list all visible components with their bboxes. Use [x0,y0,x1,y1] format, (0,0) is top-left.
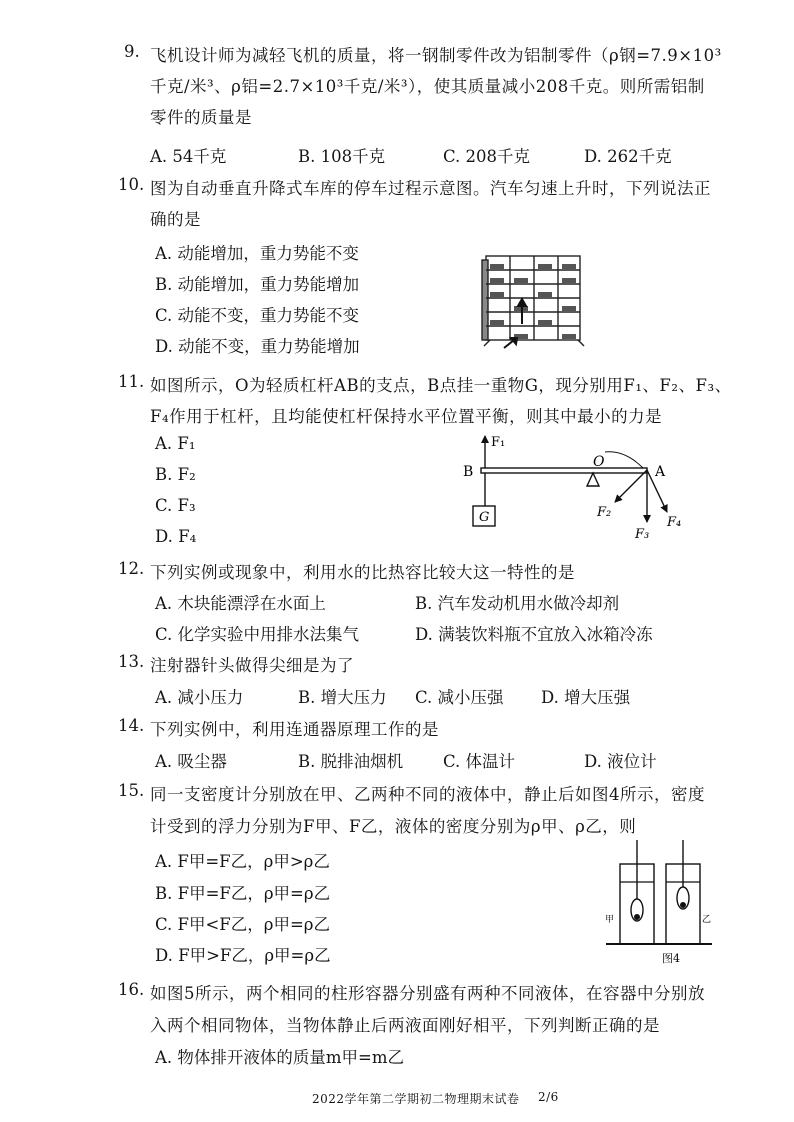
label-f2: F₂ [597,505,612,520]
q13-line-1: 注射器针头做得尖细是为了 [150,656,354,675]
q9-option-a: A. 54千克 [150,147,227,166]
figure-4-caption: 图4 [662,952,680,965]
q16-line-2: 入两个相同物体，当物体静止后两液面刚好相平，下列判断正确的是 [150,1016,660,1035]
label-a: A [655,464,666,480]
label-f4: F₄ [667,515,682,530]
q11-option-a: A. F₁ [155,434,196,453]
q12-option-c: C. 化学实验中用排水法集气 [155,625,360,644]
q15-line-1: 同一支密度计分别放在甲、乙两种不同的液体中，静止后如图4所示，密度 [150,785,705,804]
q9-line-2: 千克/米³、ρ铝=2.7×10³千克/米³），使其质量减小208千克。则所需铝制 [150,77,705,96]
q14-option-b: B. 脱排油烟机 [298,752,404,771]
q9-line-1: 飞机设计师为减轻飞机的质量，将一钢制零件改为铝制零件（ρ钢=7.9×10³ [150,46,722,65]
q14-option-a: A. 吸尘器 [155,752,227,771]
parking-garage-figure [478,252,588,350]
q13-option-d: D. 增大压强 [541,688,631,707]
q12-option-d: D. 满装饮料瓶不宜放入冰箱冷冻 [415,625,653,644]
q11-option-b: B. F₂ [155,465,196,484]
q12-line-1: 下列实例或现象中，利用水的比热容比较大这一特性的是 [150,563,575,582]
q14-number: 14. [118,716,145,735]
q14-line-1: 下列实例中，利用连通器原理工作的是 [150,720,439,739]
footer-title: 2022学年第二学期初二物理期末试卷 [312,1092,520,1106]
q11-line-2: F₄作用于杠杆，且均能使杠杆保持水平位置平衡，则其中最小的力是 [150,407,663,426]
densitometer-figure [604,838,714,966]
label-b: B [463,464,474,480]
q10-line-1: 图为自动垂直升降式车库的停车过程示意图。汽车匀速上升时，下列说法正 [150,179,711,198]
q16-line-1: 如图5所示，两个相同的柱形容器分别盛有两种不同液体，在容器中分别放 [150,984,705,1003]
label-f3: F₃ [635,527,650,542]
label-o: O [593,454,605,470]
label-g: G [479,510,490,525]
q10-option-d: D. 动能不变，重力势能增加 [155,337,360,356]
q12-option-b: B. 汽车发动机用水做冷却剂 [415,594,620,613]
q15-option-c: C. F甲<F乙，ρ甲=ρ乙 [155,915,330,934]
label-f1: F₁ [491,435,506,450]
q10-number: 10. [118,175,145,194]
q12-option-a: A. 木块能漂浮在水面上 [155,594,326,613]
q11-line-1: 如图所示，O为轻质杠杆AB的支点，B点挂一重物G，现分别用F₁、F₂、F₃、 [150,376,732,395]
lever-figure [455,428,695,546]
label-yi: 乙 [702,915,712,925]
q14-option-d: D. 液位计 [584,752,657,771]
q15-option-d: D. F甲>F乙，ρ甲=ρ乙 [155,946,331,965]
page-number: 2/6 [538,1090,559,1104]
q9-option-c: C. 208千克 [443,147,531,166]
q16-number: 16. [118,980,145,999]
q9-option-b: B. 108千克 [298,147,386,166]
q11-number: 11. [118,372,145,391]
q11-option-d: D. F₄ [155,527,197,546]
q15-number: 15. [118,781,145,800]
q10-option-b: B. 动能增加，重力势能增加 [155,275,360,294]
q10-line-2: 确的是 [150,210,201,229]
q15-option-b: B. F甲=F乙，ρ甲=ρ乙 [155,884,331,903]
q14-option-c: C. 体温计 [443,752,516,771]
q15-line-2: 计受到的浮力分别为F甲、F乙，液体的密度分别为ρ甲、ρ乙，则 [150,817,637,836]
q10-option-c: C. 动能不变，重力势能不变 [155,306,360,325]
q13-number: 13. [118,652,145,671]
q10-option-a: A. 动能增加，重力势能不变 [155,244,359,263]
q13-option-c: C. 减小压强 [415,688,504,707]
q12-number: 12. [118,559,145,578]
q9-option-d: D. 262千克 [584,147,672,166]
label-jia: 甲 [605,915,615,925]
q9-line-3: 零件的质量是 [150,108,252,127]
q15-option-a: A. F甲=F乙，ρ甲>ρ乙 [155,852,330,871]
q13-option-b: B. 增大压力 [298,688,387,707]
q13-option-a: A. 减小压力 [155,688,244,707]
q9-number: 9. [124,42,140,61]
q11-option-c: C. F₃ [155,496,196,515]
q16-option-a: A. 物体排开液体的质量m甲=m乙 [155,1048,405,1067]
